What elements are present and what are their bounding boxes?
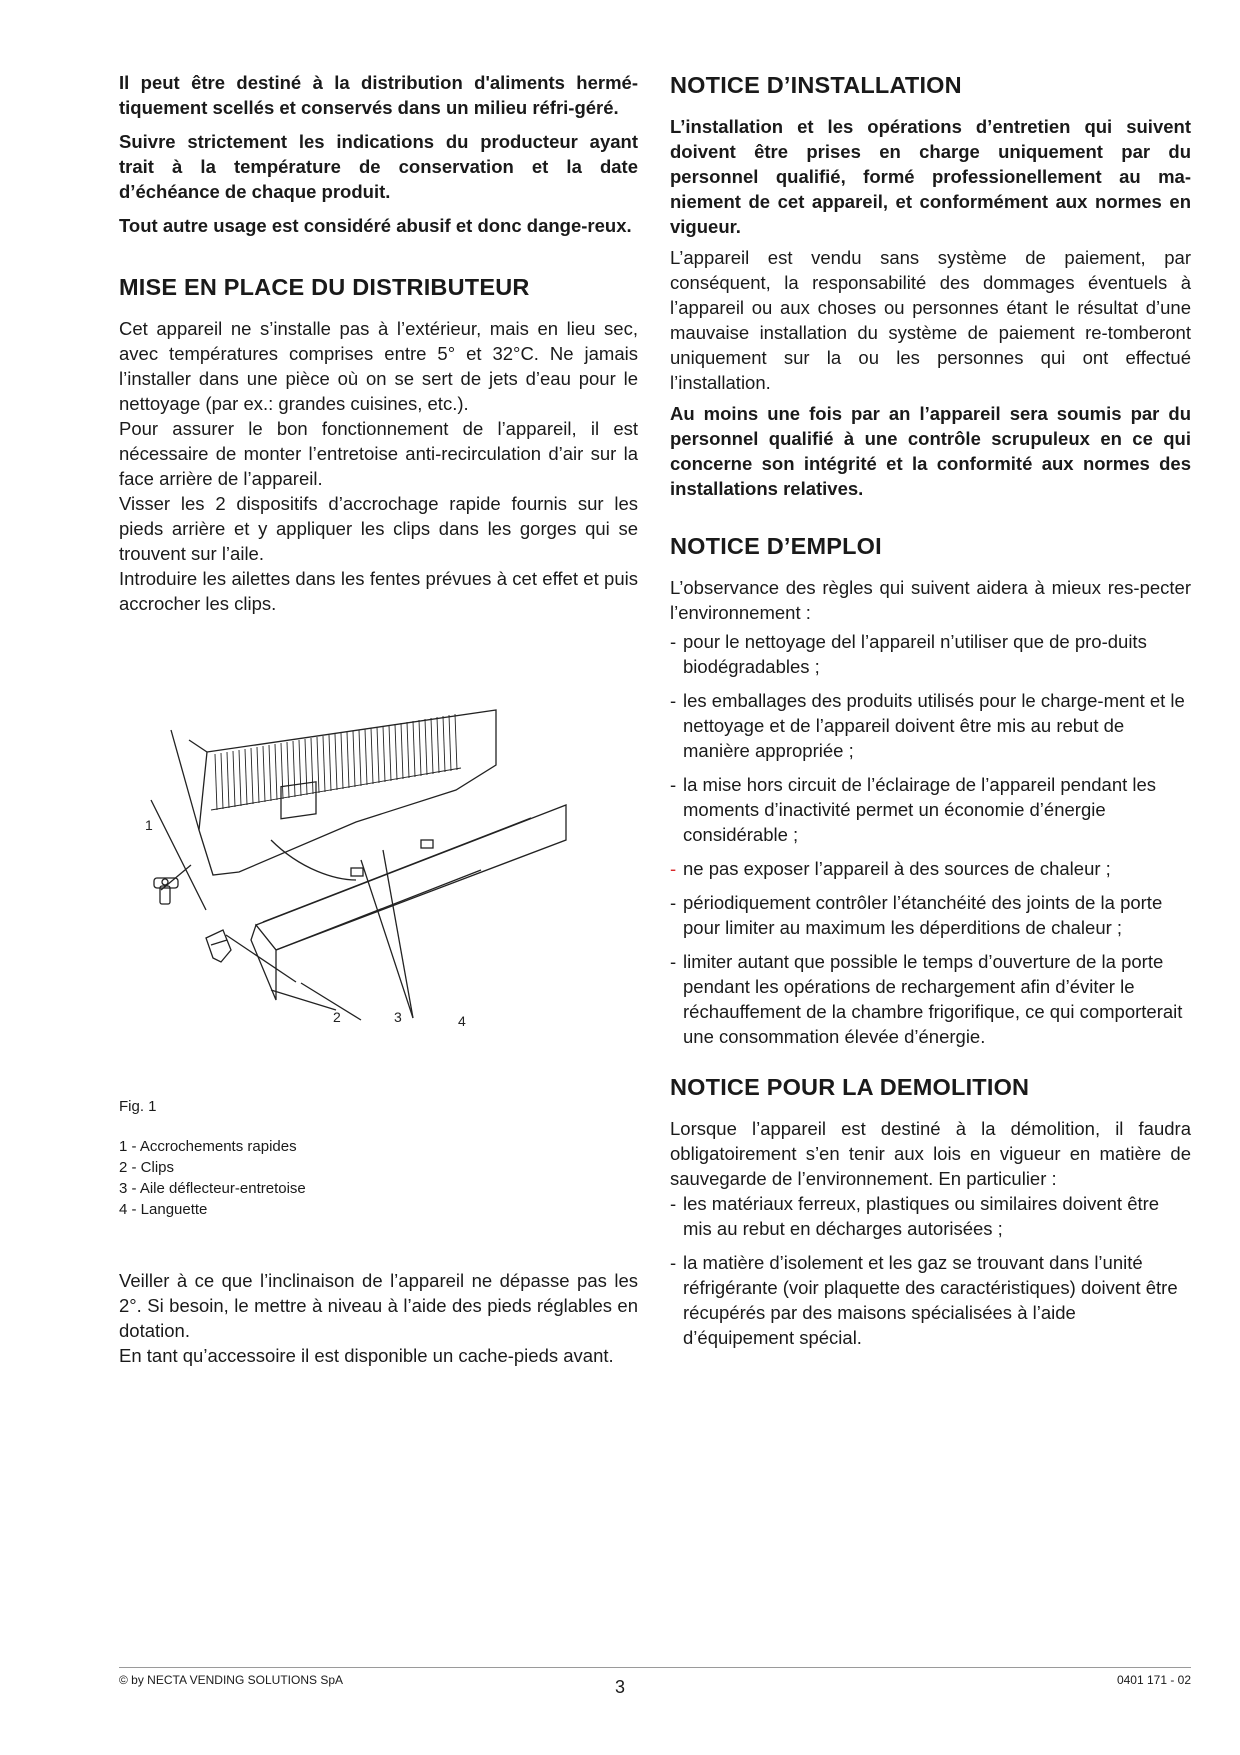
- list-item: - périodiquement contrôler l’étanchéité des joints de la porte pour limiter au maximum les déperditions de chaleur ;: [670, 892, 1163, 938]
- annual-check-paragraph: Au moins une fois par an l’appareil sera soumis par du personnel qualifié à une contrôle scrupuleux en ce qui concerne son intégrité et la conformité aux normes des installations relatives.: [670, 403, 1191, 499]
- deflector-wing: [256, 805, 566, 950]
- intro-paragraph-1: Il peut être destiné à la distribution d'aliments hermé-tiquement scellés et conservés dans un milieu réfri-géré.: [119, 72, 638, 118]
- left-column: [119, 70, 638, 616]
- document-code: 0401 171 - 02: [1116, 1673, 1191, 1687]
- demolition-heading: NOTICE POUR LA DEMOLITION: [670, 1074, 1030, 1100]
- list-item: - les emballages des produits utilisés pour le charge-ment et le nettoyage et de l’appareil doivent être mis au rebut de manière appropriée ;: [670, 690, 1185, 761]
- mise-en-place-paragraph-2: Pour assurer le bon fonctionnement de l’appareil, il est nécessaire de monter l’entretoise anti-recirculation d’air sur la face arrière de l’appareil.: [119, 418, 638, 489]
- emploi-heading: NOTICE D’EMPLOI: [670, 533, 882, 559]
- access-opening: [281, 782, 316, 819]
- mise-en-place-paragraph-4: Introduire les ailettes dans les fentes prévues à cet effet et puis accrocher les clips.: [119, 568, 638, 614]
- legend-item: 2 - Clips: [119, 1159, 175, 1176]
- list-item: - la mise hors circuit de l’éclairage de l’appareil pendant les moments d’inactivité permet un économie d’énergie considérable ;: [670, 774, 1157, 845]
- demolition-list: [670, 1191, 1191, 1350]
- clip-part: [206, 930, 231, 962]
- callout-3: 3: [394, 1009, 402, 1025]
- ventilation-grille: [211, 714, 461, 810]
- demolition-intro: Lorsque l’appareil est destiné à la démolition, il faudra obligatoirement s’en tenir aux lois en vigueur en matière de sauvegarde de l’environnement. En particulier :: [670, 1118, 1191, 1189]
- installation-paragraph: L’appareil est vendu sans système de paiement, par conséquent, la responsabilité des dommages éventuels à l’appareil ou aux choses ou personnes étant le résultat d’une mauvaise installation du système de paiement re-tomberont uniquement sur la ou les personnes qui ont effectué l’installation.: [670, 247, 1191, 393]
- list-item: - limiter autant que possible le temps d’ouverture de la porte pendant les opérations de rechargement afin d’éviter le réchauffement de la chambre frigorifique, ce qui comporterait une consommation élevée d’énergie.: [670, 951, 1183, 1047]
- callout-2: 2: [333, 1009, 341, 1025]
- page-number: 3: [614, 1677, 625, 1697]
- installation-heading: NOTICE D’INSTALLATION: [670, 72, 962, 98]
- legend-item: 3 - Aile déflecteur-entretoise: [119, 1180, 306, 1197]
- right-column: [670, 70, 1191, 1359]
- wing-tab-1: [351, 868, 363, 876]
- installation-warning: L’installation et les opérations d’entretien qui suivent doivent être prises en charge uniquement par du personnel qualifié, formé professionellement au ma-niement de cet appareil, et conformément aux normes en vigueur.: [670, 116, 1191, 237]
- wing-tab-2: [421, 840, 433, 848]
- leveling-paragraph: Veiller à ce que l’inclinaison de l’appareil ne dépasse pas les 2°. Si besoin, le mettre à niveau à l’aide des pieds réglables en dotation.: [119, 1270, 638, 1341]
- list-item: - ne pas exposer l’appareil à des sources de chaleur ;: [670, 858, 1111, 879]
- emploi-list: [670, 629, 1191, 1049]
- footer-rule: [119, 1667, 1191, 1668]
- list-item: - pour le nettoyage del l’appareil n’utiliser que de pro-duits biodégradables ;: [670, 631, 1147, 677]
- legend-item: 1 - Accrochements rapides: [119, 1138, 297, 1155]
- emploi-intro: L’observance des règles qui suivent aidera à mieux res-pecter l’environnement :: [670, 577, 1191, 623]
- mise-en-place-paragraph-1: Cet appareil ne s’installe pas à l’extérieur, mais en lieu sec, avec températures comprises entre 5° et 32°C. Ne jamais l’installer dans une pièce où on se sert de jets d’eau pour le nettoyage (par ex.: grandes cuisines, etc.).: [119, 318, 638, 414]
- callout-1: 1: [145, 817, 153, 833]
- figure-caption: Fig. 1: [119, 1098, 157, 1115]
- accessory-paragraph: En tant qu’accessoire il est disponible un cache-pieds avant.: [119, 1345, 614, 1366]
- intro-paragraph-2: Suivre strictement les indications du producteur ayant trait à la température de conservation et la date d’échéance de chaque produit.: [119, 131, 638, 202]
- installation-figure: [145, 710, 496, 1055]
- mise-en-place-heading: MISE EN PLACE DU DISTRIBUTEUR: [119, 274, 530, 300]
- list-item: - la matière d’isolement et les gaz se trouvant dans l’unité réfrigérante (voir plaquette des caractéristiques) doivent être récupérés par des maisons spécialisées à l’aide d’équipement spécial.: [670, 1252, 1178, 1348]
- mise-en-place-paragraph-3: Visser les 2 dispositifs d’accrochage rapide fournis sur les pieds arrière et y appliquer les clips dans les gorges qui se trouvent sur l’aile.: [119, 493, 638, 564]
- callout-4: 4: [458, 1013, 466, 1029]
- intro-paragraph-3: Tout autre usage est considéré abusif et donc dange-reux.: [119, 215, 632, 236]
- leveling-section: [119, 1268, 638, 1368]
- installation-diagram: [145, 710, 496, 1055]
- list-item: - les matériaux ferreux, plastiques ou similaires doivent être mis au rebut en décharges autorisées ;: [670, 1193, 1160, 1239]
- quick-fixing-device: [154, 878, 178, 904]
- legend-item: 4 - Languette: [119, 1201, 208, 1218]
- clip-cable: [271, 840, 356, 880]
- footer-copyright: © by NECTA VENDING SOLUTIONS SpA: [119, 1673, 344, 1687]
- figure-legend: [119, 1136, 306, 1220]
